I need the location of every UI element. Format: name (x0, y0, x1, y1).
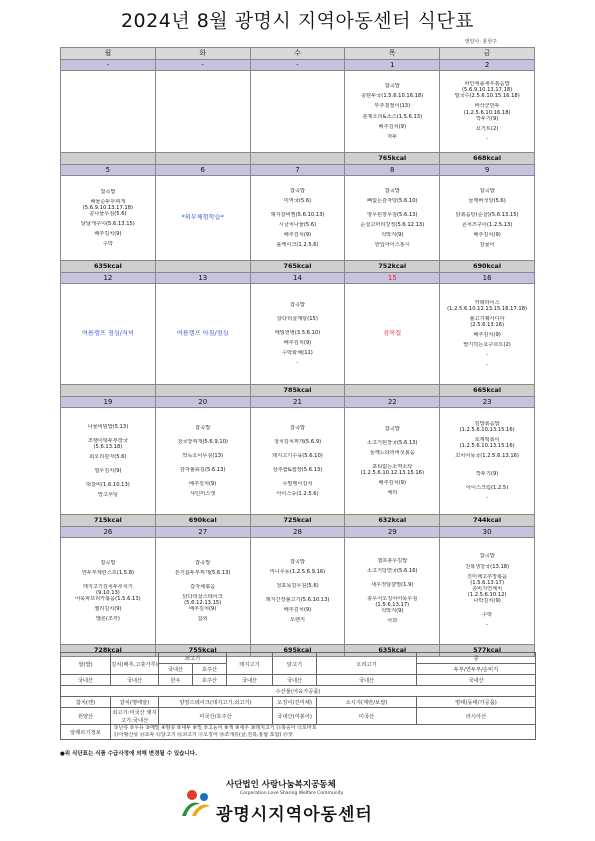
date-cell: 14 (250, 273, 345, 284)
menu-cell (250, 538, 345, 645)
menu-item: 진미채고추장볶음 (467, 573, 508, 580)
origin-beef-value-1: 한우 (159, 675, 193, 686)
menu-row (61, 71, 535, 153)
kcal-cell (61, 153, 156, 165)
origin-bean-sub: 두부/연두부/순비지 (417, 664, 536, 675)
menu-cell (61, 71, 156, 153)
date-cell: 9 (440, 165, 535, 176)
menu-item: 아이스슈(1.2.5.6) (276, 491, 319, 498)
date-cell: - (250, 60, 345, 71)
nutritionist-label: 영양사: 홍현주 (464, 39, 497, 45)
menu-item: 돈기름두부찌개(5.6.13) (174, 569, 231, 576)
menu-item: (1.5.6.13.17) (375, 602, 410, 609)
menu-item: 시금치나물(5.6) (278, 222, 317, 228)
kcal-cell (61, 385, 156, 397)
menu-row (61, 408, 535, 515)
weekday-wed: 수 (250, 48, 345, 60)
event-label: *외부체험학습* (181, 214, 224, 222)
menu-item: 석박지(9) (381, 608, 404, 615)
date-row (61, 273, 535, 284)
menu-item: 해물순두부찌개 (90, 198, 126, 205)
date-cell: 8 (345, 165, 440, 176)
date-cell: 22 (345, 397, 440, 408)
date-cell: 2 (440, 60, 535, 71)
menu-item: 어묵파프리카볶음(1.5.6.13) (75, 596, 141, 603)
menu-item: - (486, 135, 489, 142)
allergy-line-2: ⑬아황산류 ⑭호두 ⑮닭고기 ⑯쇠고기 ⑰오징어 ⑱조개류(굴,전복,홍합 포함) ⑲잣 (114, 732, 293, 738)
menu-item: (1.2.5.6.10.12.13.15.16) (360, 470, 425, 477)
kcal-cell (155, 153, 250, 165)
weekday-tue: 화 (155, 48, 250, 60)
kcal-cell: 755kcal (155, 645, 250, 657)
kcal-cell: 635kcal (345, 645, 440, 657)
menu-item: 젤리김치(9) (94, 606, 122, 613)
allergy-info (111, 725, 536, 740)
kcal-cell: 744kcal (440, 515, 535, 527)
menu-item: (5.6.9.10.13.17.18) (82, 204, 134, 211)
kcal-cell: 765kcal (345, 153, 440, 165)
menu-item: 배추김치(9) (188, 481, 217, 488)
menu-item: 잡곡밥 (384, 425, 400, 432)
menu-cell (61, 284, 156, 385)
kcal-cell: 728kcal (61, 645, 156, 657)
date-cell: 5 (61, 165, 156, 176)
menu-cell (345, 538, 440, 645)
origin-beef-header: 쇠고기 (159, 653, 227, 664)
menu-item: (5.6.13.18) (93, 443, 123, 450)
menu-item: 부추겉절이(13) (374, 103, 411, 110)
kcal-cell: 752kcal (345, 261, 440, 273)
kcal-cell (345, 385, 440, 397)
seafood-hairtail: 갈치(명태알) (111, 697, 159, 708)
origin-duck-header: 오리고기 (317, 653, 417, 675)
menu-row (61, 538, 535, 645)
kcal-cell (250, 153, 345, 165)
origin-bean-value: 국내산 (417, 675, 536, 686)
menu-item: 김밥볶음밥 (474, 420, 500, 427)
menu-item: 콩나물무침(5.6) (89, 210, 127, 217)
kcal-row (61, 261, 535, 273)
menu-cell (440, 538, 535, 645)
menu-item: 닭볶음탕(순살)(5.6.13.15) (455, 211, 519, 218)
menu-item: 잡곡밥 (100, 188, 116, 195)
menu-item: 잡곡밥 (384, 187, 400, 194)
org-name-small: 사단법인 사랑나눔복지공동체 (226, 780, 336, 790)
menu-item: 닭다리살스테이크 (182, 593, 223, 600)
menu-cell (345, 284, 440, 385)
menu-item: 청치김치찌개(5.6.9) (273, 438, 322, 445)
date-cell: 7 (250, 165, 345, 176)
seafood-steak: 양장스테이크(돼지고기,쇠고기) (159, 697, 273, 708)
menu-item: (1.5.6.13.17) (470, 579, 504, 586)
menu-item: 소고기당면국(5.6.16) (366, 567, 418, 574)
menu-item: 수박 (102, 241, 113, 248)
kcal-cell: 635kcal (61, 261, 156, 273)
menu-item: 잡곡밥 (289, 187, 306, 194)
menu-item: 배추김치(9) (283, 607, 312, 614)
menu-item: 밀국수(2.5.6.10.15.16.18) (454, 93, 520, 100)
kcal-cell: 668kcal (440, 153, 535, 165)
kcal-row (61, 153, 535, 165)
menu-item: 콘치즈구이(1.2.5.13) (461, 222, 513, 228)
menu-item: 콩탄두국(1.5.6.10.16.18) (361, 93, 424, 100)
menu-item: - (486, 495, 489, 502)
menu-item: 잡곡밥 (479, 187, 495, 194)
date-cell: 27 (155, 527, 250, 538)
org-logo (178, 778, 438, 826)
menu-item: 배추김치(9) (473, 332, 501, 338)
date-cell: 30 (440, 527, 535, 538)
weekday-mon: 월 (61, 48, 156, 60)
menu-item: 나물비빔밥(5.13) (87, 423, 129, 430)
origin-table (60, 652, 536, 740)
origin-pork-header: 돼지고기 (227, 653, 273, 675)
menu-row (61, 284, 535, 385)
date-cell: 28 (250, 527, 345, 538)
menu-cell (440, 408, 535, 515)
menu-item: 배추김치(9) (283, 340, 312, 346)
menu-item: 훈제오리&소스(1.5.6.13) (362, 113, 423, 120)
menu-item: 배추김치(9) (378, 123, 406, 130)
menu-item: 청국장찌개(5.6.9.10) (177, 438, 228, 445)
menu-cell (250, 71, 345, 153)
menu-item: (1.2.5.6.10.12) (467, 592, 507, 599)
menu-item: 배추김치(9) (378, 480, 406, 487)
origin-rice-value: 국내산 (61, 675, 111, 686)
menu-cell (345, 408, 440, 515)
menu-item: 석박지(9) (381, 232, 404, 239)
menu-item: 충무식오징어어묵무침 (367, 595, 418, 602)
menu-item: (2.5.6.13.16) (470, 321, 504, 328)
date-cell: 19 (61, 397, 156, 408)
menu-cell (440, 71, 535, 153)
menu-item: 감자불뢰김(5.6.13) (179, 467, 226, 473)
menu-item: 돼지고기김치두루치기 (82, 583, 133, 590)
seafood-steak-origin: 미국산/호주산 (159, 708, 273, 725)
date-cell: 13 (155, 273, 250, 284)
menu-item: (1.2.5.6.10.13.15.16) (459, 442, 515, 449)
kcal-cell: 690kcal (440, 261, 535, 273)
menu-cell (155, 176, 250, 261)
menu-item: 잡곡밥 (289, 558, 306, 565)
menu-item: 잡곡밥 (100, 559, 116, 566)
date-cell: 20 (155, 397, 250, 408)
menu-item: 연두부계란스프(1.5.8) (81, 569, 135, 576)
origin-chicken-value: 국내산 (273, 675, 317, 686)
menu-item: 떡갈비(1.6.10.13) (85, 482, 130, 489)
menu-cell (61, 176, 156, 261)
menu-item: 감귤이 (479, 242, 495, 249)
org-name-big: 광명시지역아동센터 (216, 805, 373, 825)
menu-item: 배추김치(9) (283, 232, 312, 239)
seafood-squid: 오징어(진미채) (273, 697, 317, 708)
origin-kimchi-value: 국내산 (111, 675, 159, 686)
menu-item: 아이스크림(1.2.5) (465, 485, 509, 492)
menu-cell (345, 176, 440, 261)
menu-item: 미역국(5.6) (283, 197, 312, 204)
menu-item: 배추김치(9) (473, 232, 501, 239)
menu-item: 샤인머스캣 (190, 491, 216, 498)
menu-cell (250, 284, 345, 385)
menu-item: 잡곡밥 (479, 553, 495, 560)
date-cell: - (61, 60, 156, 71)
menu-item: 잡곡밥 (384, 83, 400, 90)
menu-item: 닭날개구이(5.6.13.15) (80, 221, 135, 228)
origin-beef-value-2: 호주산 (193, 675, 227, 686)
menu-item: 한입아이스홍시 (374, 242, 410, 249)
kcal-cell (155, 261, 250, 273)
kcal-cell: 665kcal (440, 385, 535, 397)
menu-item: - (486, 362, 489, 369)
menu-item: 수박화채(11) (282, 350, 313, 357)
date-cell: - (155, 60, 250, 71)
menu-item: 회오리감자(5.6) (89, 453, 127, 460)
seafood-sausage-origin: 미국산 (317, 708, 417, 725)
menu-item: 배추김치(9) (188, 606, 217, 613)
seafood-header: 수산물(어육가공품) (61, 686, 536, 697)
menu-item: 갑자채볶음 (190, 583, 216, 590)
menu-item: 나박김치(9) (473, 598, 501, 605)
event-label: 광복절 (383, 330, 402, 338)
menu-item: 자두 (387, 133, 398, 140)
menu-item: 챔프총무김밥 (377, 557, 408, 564)
kcal-cell: 765kcal (250, 261, 345, 273)
page-title: 2024년 8월 광명시 지역아동센터 식단표 (120, 10, 475, 32)
date-cell: 15 (345, 273, 440, 284)
menu-cell (440, 176, 535, 261)
menu-item: 카레라이스 (474, 299, 500, 306)
menu-item: 영무된장무침(5.6.13) (366, 211, 418, 218)
menu-cell (440, 284, 535, 385)
menu-item: 뼈없는감자탕(5.6.10) (366, 197, 418, 204)
menu-item: (1.2.5.6.10.13.15.16) (459, 426, 515, 433)
menu-item: 딸기빅는요구르트(2) (463, 342, 511, 349)
origin-duck-value: 국내산 (317, 675, 417, 686)
menu-item: 진복생강국(13.18) (465, 563, 510, 570)
kcal-cell (155, 385, 250, 397)
menu-item: 체리 (387, 490, 398, 497)
menu-item: (5.6.9.10.13.17.18) (461, 87, 513, 94)
weekday-fri: 금 (440, 48, 535, 60)
menu-item: 잡곡밥 (289, 301, 306, 308)
menu-item: 참외 (197, 616, 208, 623)
menu-cell (155, 538, 250, 645)
weekday-thu: 목 (345, 48, 440, 60)
menu-item: - (486, 352, 489, 359)
seafood-tuna-origin: 원양산 (61, 708, 111, 725)
menu-item: 들깨버섯탕(5.6) (468, 197, 506, 204)
seafood-sausage: 소시지(계란/보쌈) (317, 697, 417, 708)
menu-item: 배추김치(9) (94, 231, 122, 238)
date-cell: 21 (250, 397, 345, 408)
menu-cell (155, 284, 250, 385)
origin-bean-header: 콩 (417, 653, 536, 664)
origin-chicken-header: 닭고기 (273, 653, 317, 675)
menu-item: 새우젓달걀찜(1.9) (371, 581, 414, 588)
menu-item: 소고기된장국(5.6.13) (366, 439, 418, 446)
menu-item: 돼지고기수육(5.6.10) (272, 452, 323, 459)
menu-row (61, 176, 535, 261)
date-cell: 6 (155, 165, 250, 176)
org-name-english: Corporation Love Sharing Welfare Community (240, 791, 344, 796)
menu-item: 들깨느타리버섯볶음 (369, 449, 415, 456)
menu-item: 불고기퀘사디아 (469, 315, 505, 322)
kcal-cell: 725kcal (250, 515, 345, 527)
kcal-cell: 715kcal (61, 515, 156, 527)
date-row (61, 165, 535, 176)
date-cell: 29 (345, 527, 440, 538)
kcal-cell: 785kcal (250, 385, 345, 397)
menu-item: 망고푸딩 (97, 492, 118, 499)
menu-item: (1.2.5.6.10.12.13.15.16.17.18) (447, 305, 528, 312)
menu-item: 꼬치어묵국(1.2.5.6.13.16) (455, 453, 519, 459)
menu-item: - (296, 360, 299, 367)
date-cell: 26 (61, 527, 156, 538)
menu-item: 잡곡밥 (195, 559, 211, 566)
menu-item: 조랭이떡두부장국 (87, 437, 128, 444)
menu-item: 바삭군만두 (474, 103, 500, 110)
kcal-cell: 690kcal (155, 515, 250, 527)
origin-kimchi-header: 김치(배추,고춧가루) (111, 653, 159, 675)
event-label: 여름캠프 아침/점심 (176, 330, 229, 338)
menu-item: 깍둑오이무침(13) (182, 452, 224, 459)
menu-cell (155, 408, 250, 515)
seafood-pollock: 명태(동태/가공품) (417, 697, 536, 708)
seafood-tuna: 참치(캔) (61, 697, 111, 708)
menu-item: 파인애플새우볶음밥 (464, 81, 510, 87)
origin-rice-header: 쌀(밥) (61, 653, 111, 675)
date-row (61, 527, 535, 538)
menu-item: (5.6.12.13.15) (184, 600, 222, 607)
date-row (61, 397, 535, 408)
org-logo-icon (178, 786, 212, 820)
menu-item: 수박 (482, 612, 493, 619)
menu-item: 무말랭이김치 (282, 481, 313, 488)
date-row (61, 60, 535, 71)
kcal-cell: 577kcal (440, 645, 535, 657)
origin-pork-value: 국내산 (227, 675, 273, 686)
date-cell: 16 (440, 273, 535, 284)
menu-cell (61, 408, 156, 515)
menu-item: 깍두기(9) (475, 471, 499, 478)
menu-item: 상추쌈&쌈장(5.6.13) (272, 467, 323, 473)
menu-cell (155, 71, 250, 153)
menu-item: 사과 (387, 618, 398, 625)
menu-item: (1.2.5.6.10.16.18) (463, 109, 511, 116)
menu-item: 멜론(조각) (95, 616, 120, 623)
menu-item: 잡곡밥 (289, 424, 306, 431)
menu-item: 오렌지 (289, 617, 306, 624)
menu-item: 열무김치(9) (94, 468, 122, 475)
menu-item: 돼지갈비찜(5.6.10.13) (270, 211, 325, 218)
menu-table (60, 47, 535, 657)
menu-item: - (486, 622, 489, 629)
menu-item: 로제떡볶이 (474, 436, 500, 443)
menu-cell (61, 538, 156, 645)
menu-item: 요거트(2) (475, 125, 499, 132)
menu-item: 롤케이크(1.2.5.6) (276, 242, 319, 249)
seafood-hairtail-origin: 쇠고기:미국산 돼지고기:국내산 (111, 708, 159, 725)
seafood-squid-origin: 국내산(여봉어) (273, 708, 317, 725)
origin-beef-sub-2: 호주산 (193, 664, 227, 675)
menu-cell (345, 71, 440, 153)
menu-item: 잡곡밥 (195, 424, 211, 431)
menu-item: 닭다리살계탕(15) (277, 315, 318, 322)
kcal-cell: 695kcal (250, 645, 345, 657)
allergy-label: 알레르기정보 (61, 725, 111, 740)
origin-beef-sub-1: 국내산 (159, 664, 193, 675)
menu-cell (250, 408, 345, 515)
date-cell: 1 (345, 60, 440, 71)
event-label: 여름캠프 점심/저녁 (81, 330, 134, 338)
menu-item: 깍두기(9) (475, 115, 499, 122)
allergy-line-1: ①난류 ②우유 ③메밀 ④땅콩 ⑤대두 ⑥밀 ⑦고등어 ⑧게 ⑨새우 ⑩돼지고기 ⑪복숭아 ⑫토마토 (114, 725, 317, 731)
notice-text: ●위 식단표는 식품 수급사정에 의해 변경될 수 있습니다. (60, 751, 198, 757)
menu-item: 콩비지연체치 (472, 585, 503, 592)
menu-item: 포티없는소역소탁 (372, 463, 413, 470)
menu-item: 메밀전병(3.5.6.10) (274, 329, 321, 336)
menu-item: 순살고마리강정(5.6.12.13) (360, 222, 425, 228)
menu-cell (250, 176, 345, 261)
date-cell: 23 (440, 397, 535, 408)
weekday-header-row (61, 48, 535, 60)
menu-item: 미니우동(1.2.5.6.9.16) (269, 568, 326, 575)
kcal-row (61, 515, 535, 527)
seafood-pollock-origin: 러시아산 (417, 708, 536, 725)
date-cell: 12 (61, 273, 156, 284)
menu-item: (9.10.13) (95, 589, 120, 596)
menu-item: 돼지간장불고기(5.6.10.13) (265, 597, 330, 603)
kcal-row (61, 385, 535, 397)
menu-item: 청포묵김무침(5.6) (276, 582, 319, 589)
kcal-cell: 632kcal (345, 515, 440, 527)
